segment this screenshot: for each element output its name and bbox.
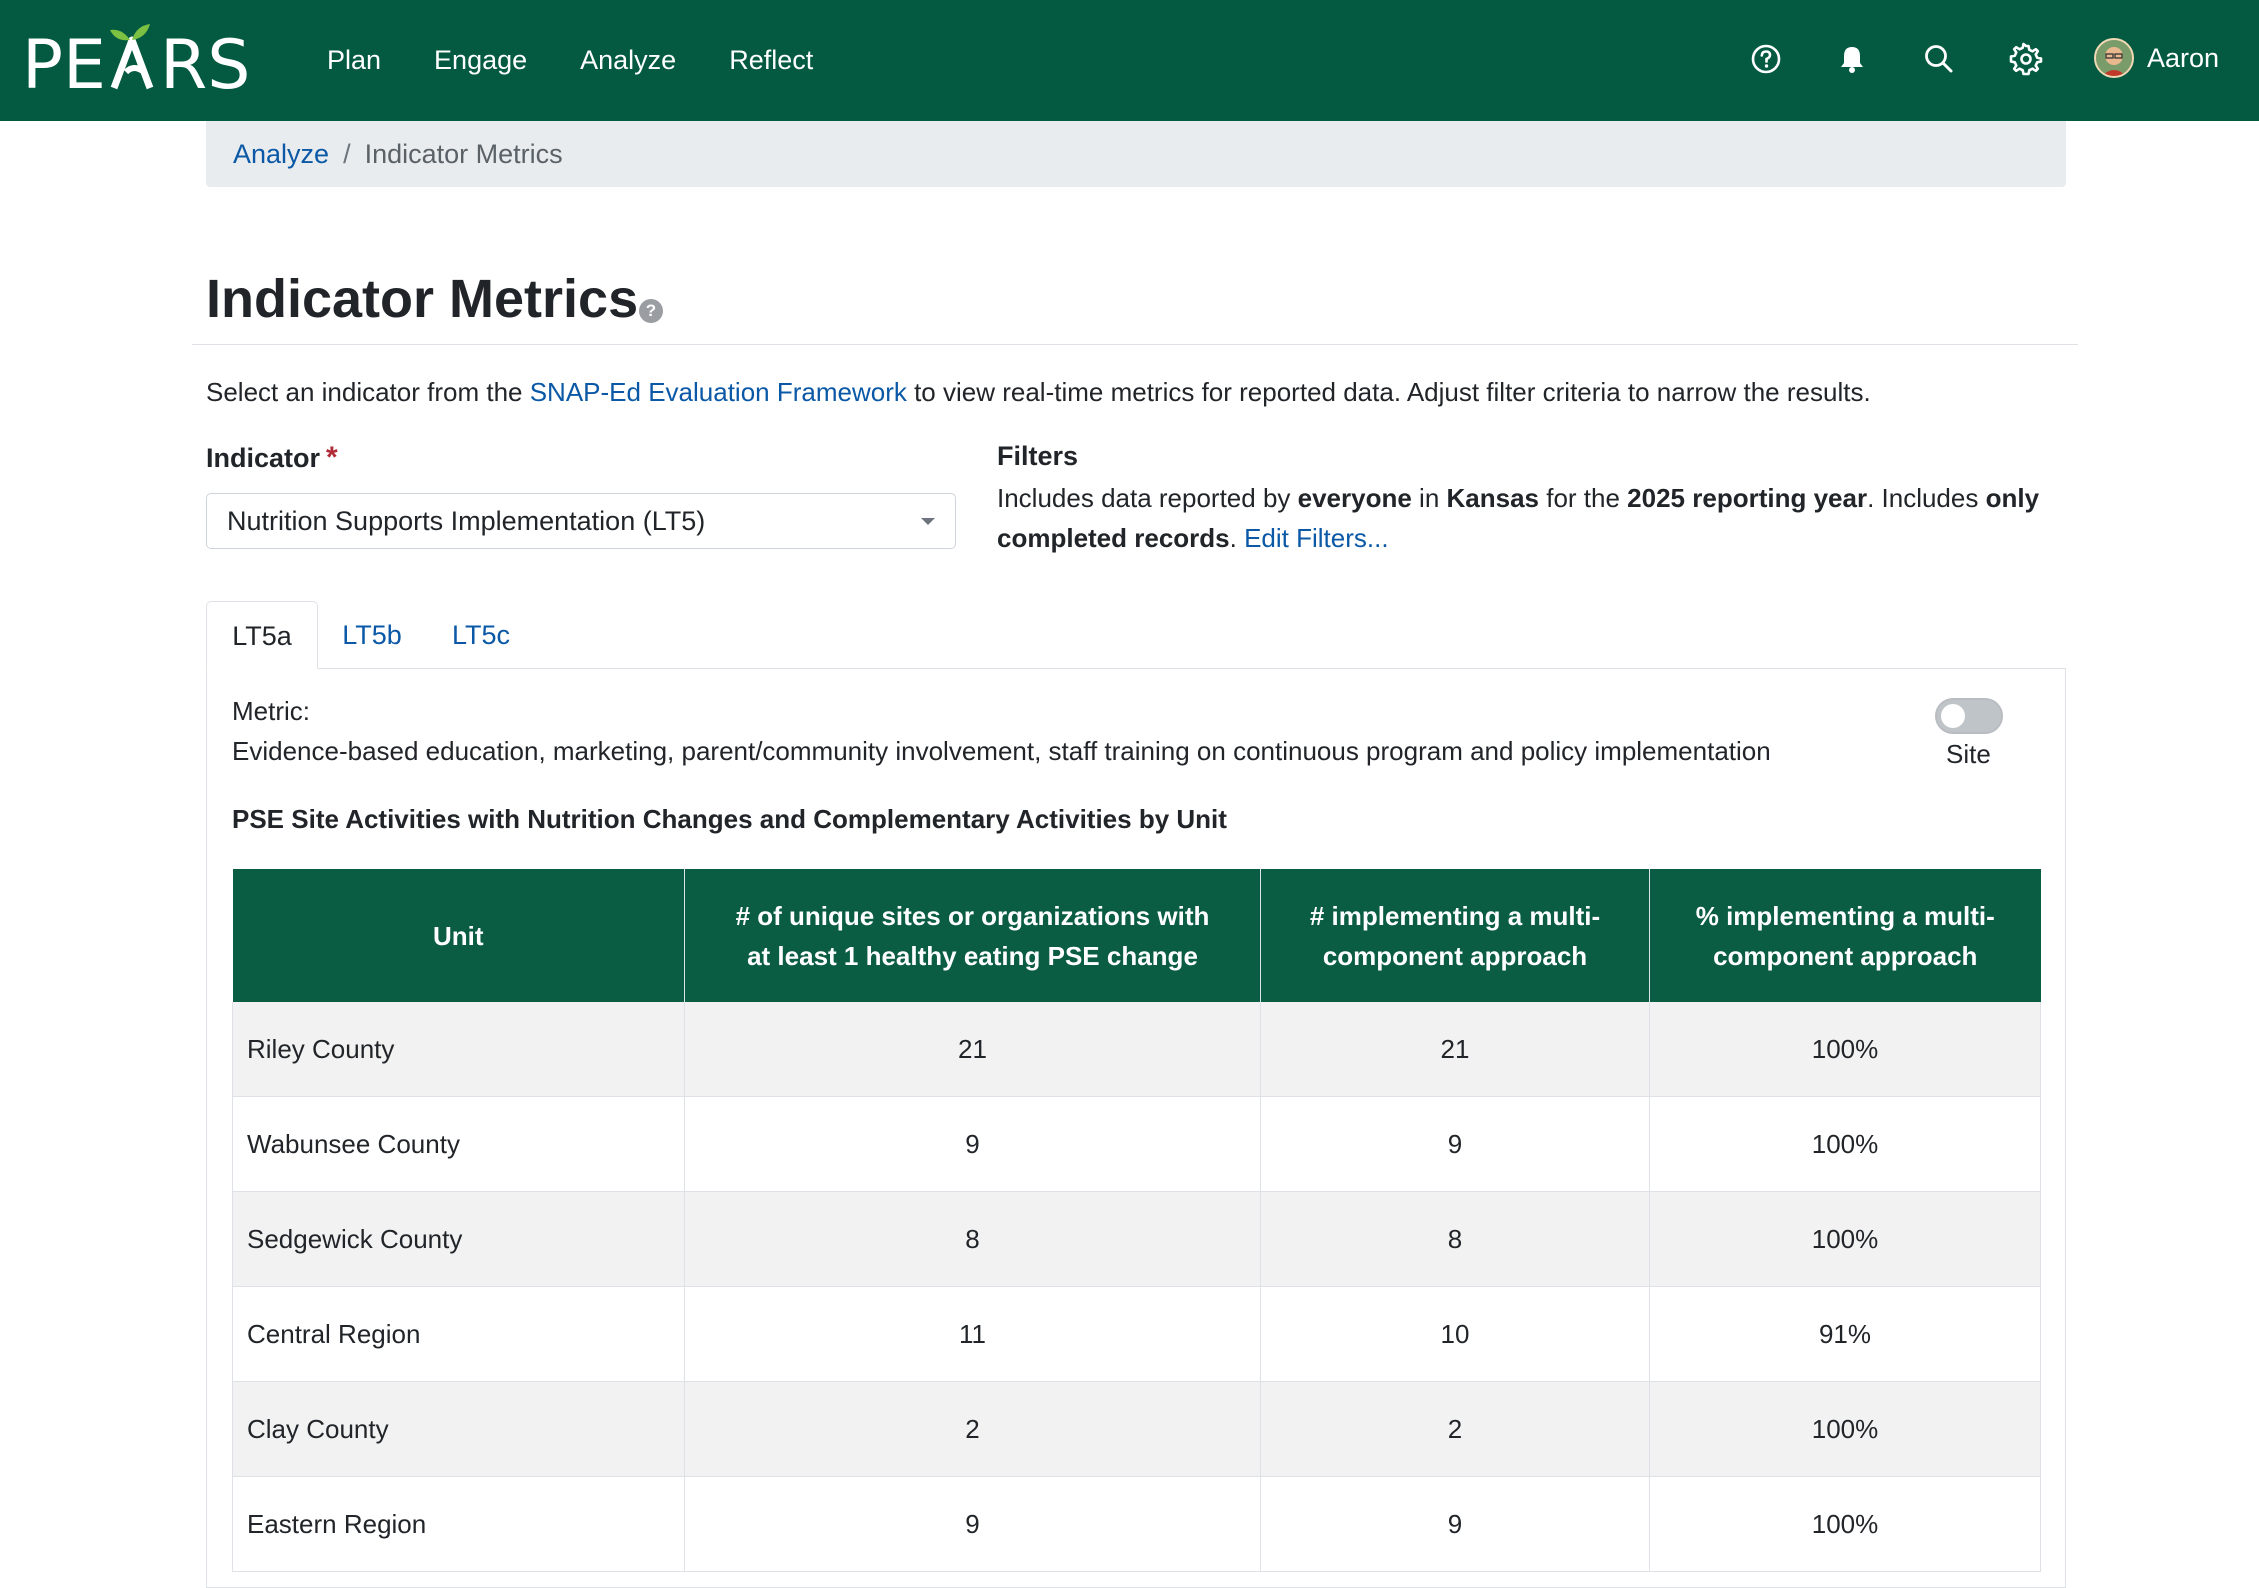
- cell-multi-percent: 100%: [1650, 1382, 2041, 1477]
- metrics-table: [232, 869, 2041, 1572]
- table-row: [233, 1287, 2041, 1382]
- edit-filters-link[interactable]: Edit Filters...: [1244, 523, 1389, 553]
- column-header-sites[interactable]: # of unique sites or organizations with at least 1 healthy eating PSE change: [685, 869, 1261, 1002]
- filters-text-1: Includes data reported by: [997, 483, 1298, 513]
- nav-plan[interactable]: Plan: [327, 45, 382, 75]
- pears-logo[interactable]: [22, 22, 252, 98]
- bell-icon[interactable]: [1834, 41, 1870, 77]
- help-circle-icon[interactable]: [1748, 41, 1784, 77]
- framework-link[interactable]: SNAP-Ed Evaluation Framework: [529, 377, 907, 407]
- search-icon[interactable]: [1921, 41, 1957, 77]
- indicator-label: [206, 441, 338, 475]
- main-nav: [327, 0, 866, 121]
- site-toggle-label: Site: [1946, 739, 1991, 769]
- required-asterisk: *: [326, 441, 338, 474]
- breadcrumb-current: Indicator Metrics: [364, 138, 563, 169]
- filters-text-5: .: [1229, 523, 1245, 553]
- table-row: [233, 1002, 2041, 1097]
- pears-logo-icon: [22, 22, 252, 98]
- intro-before: Select an indicator from the: [206, 377, 530, 407]
- indicator-selected-value: Nutrition Supports Implementation (LT5): [227, 505, 706, 536]
- filters-label: Filters: [997, 441, 1079, 471]
- indicator-label-text: Indicator: [206, 443, 321, 473]
- cell-multi-count: 21: [1261, 1002, 1650, 1097]
- cell-sites: 9: [685, 1097, 1261, 1192]
- site-toggle[interactable]: [1935, 698, 2003, 734]
- tab-lt5b[interactable]: LT5b: [342, 620, 402, 650]
- filters-state: Kansas: [1446, 483, 1540, 513]
- cell-multi-percent: 91%: [1650, 1287, 2041, 1382]
- question-icon[interactable]: ?: [639, 299, 663, 323]
- filters-summary: [997, 478, 2047, 558]
- page-title: Indicator Metrics: [206, 269, 639, 329]
- svg-text:RS: RS: [160, 26, 251, 98]
- table-row: [233, 1192, 2041, 1287]
- cell-multi-count: 2: [1261, 1382, 1650, 1477]
- avatar: [2094, 38, 2134, 78]
- cell-multi-count: 9: [1261, 1477, 1650, 1572]
- title-divider: [192, 344, 2078, 345]
- cell-multi-count: 8: [1261, 1192, 1650, 1287]
- cell-sites: 9: [685, 1477, 1261, 1572]
- intro-text: [206, 374, 1871, 410]
- cell-unit: Central Region: [233, 1287, 685, 1382]
- breadcrumb-analyze-link[interactable]: Analyze: [233, 138, 330, 169]
- cell-sites: 2: [685, 1382, 1261, 1477]
- cell-unit: Sedgewick County: [233, 1192, 685, 1287]
- table-title: PSE Site Activities with Nutrition Changes and Complementary Activities by Unit: [232, 804, 1227, 834]
- cell-multi-percent: 100%: [1650, 1002, 2041, 1097]
- cell-sites: 8: [685, 1192, 1261, 1287]
- column-header-unit[interactable]: Unit: [233, 869, 685, 1002]
- nav-reflect[interactable]: Reflect: [729, 45, 814, 75]
- cell-unit: Riley County: [233, 1002, 685, 1097]
- filters-text-3: for the: [1539, 483, 1628, 513]
- filters-who: everyone: [1297, 483, 1412, 513]
- nav-engage[interactable]: Engage: [434, 45, 528, 75]
- filters-year: 2025 reporting year: [1627, 483, 1868, 513]
- column-header-multi-count[interactable]: # implementing a multi-component approach: [1261, 869, 1650, 1002]
- cell-unit: Clay County: [233, 1382, 685, 1477]
- cell-multi-percent: 100%: [1650, 1477, 2041, 1572]
- breadcrumb-separator: /: [343, 138, 351, 169]
- chevron-down-icon: [921, 518, 935, 525]
- filters-text-2: in: [1411, 483, 1447, 513]
- filters-records: only completed records: [997, 483, 2040, 553]
- top-navbar: [0, 0, 2259, 121]
- metric-description: Evidence-based education, marketing, parent/community involvement, staff training on continuous program and policy implementation: [232, 736, 1771, 766]
- cell-unit: Eastern Region: [233, 1477, 685, 1572]
- cell-sites: 11: [685, 1287, 1261, 1382]
- column-header-multi-percent[interactable]: % implementing a multi-component approach: [1650, 869, 2041, 1002]
- nav-analyze[interactable]: Analyze: [580, 45, 677, 75]
- cell-multi-percent: 100%: [1650, 1097, 2041, 1192]
- intro-after: to view real-time metrics for reported data. Adjust filter criteria to narrow the results.: [906, 377, 1871, 407]
- gear-icon[interactable]: [2008, 41, 2044, 77]
- user-menu[interactable]: [2094, 38, 2219, 78]
- breadcrumb: [206, 121, 2066, 187]
- table-row: [233, 1097, 2041, 1192]
- indicator-select[interactable]: [206, 493, 956, 549]
- cell-sites: 21: [685, 1002, 1261, 1097]
- table-header-row: [233, 869, 2041, 1002]
- cell-unit: Wabunsee County: [233, 1097, 685, 1192]
- table-row: [233, 1477, 2041, 1572]
- filters-text-4: . Includes: [1867, 483, 1986, 513]
- user-name: Aaron: [2147, 42, 2220, 73]
- cell-multi-count: 9: [1261, 1097, 1650, 1192]
- toggle-knob: [1941, 704, 1965, 728]
- tab-lt5c[interactable]: LT5c: [451, 620, 511, 650]
- tab-lt5a[interactable]: LT5a: [206, 601, 318, 669]
- table-row: [233, 1382, 2041, 1477]
- cell-multi-percent: 100%: [1650, 1192, 2041, 1287]
- svg-text:PE: PE: [22, 26, 106, 98]
- metric-label: Metric:: [232, 696, 310, 726]
- cell-multi-count: 10: [1261, 1287, 1650, 1382]
